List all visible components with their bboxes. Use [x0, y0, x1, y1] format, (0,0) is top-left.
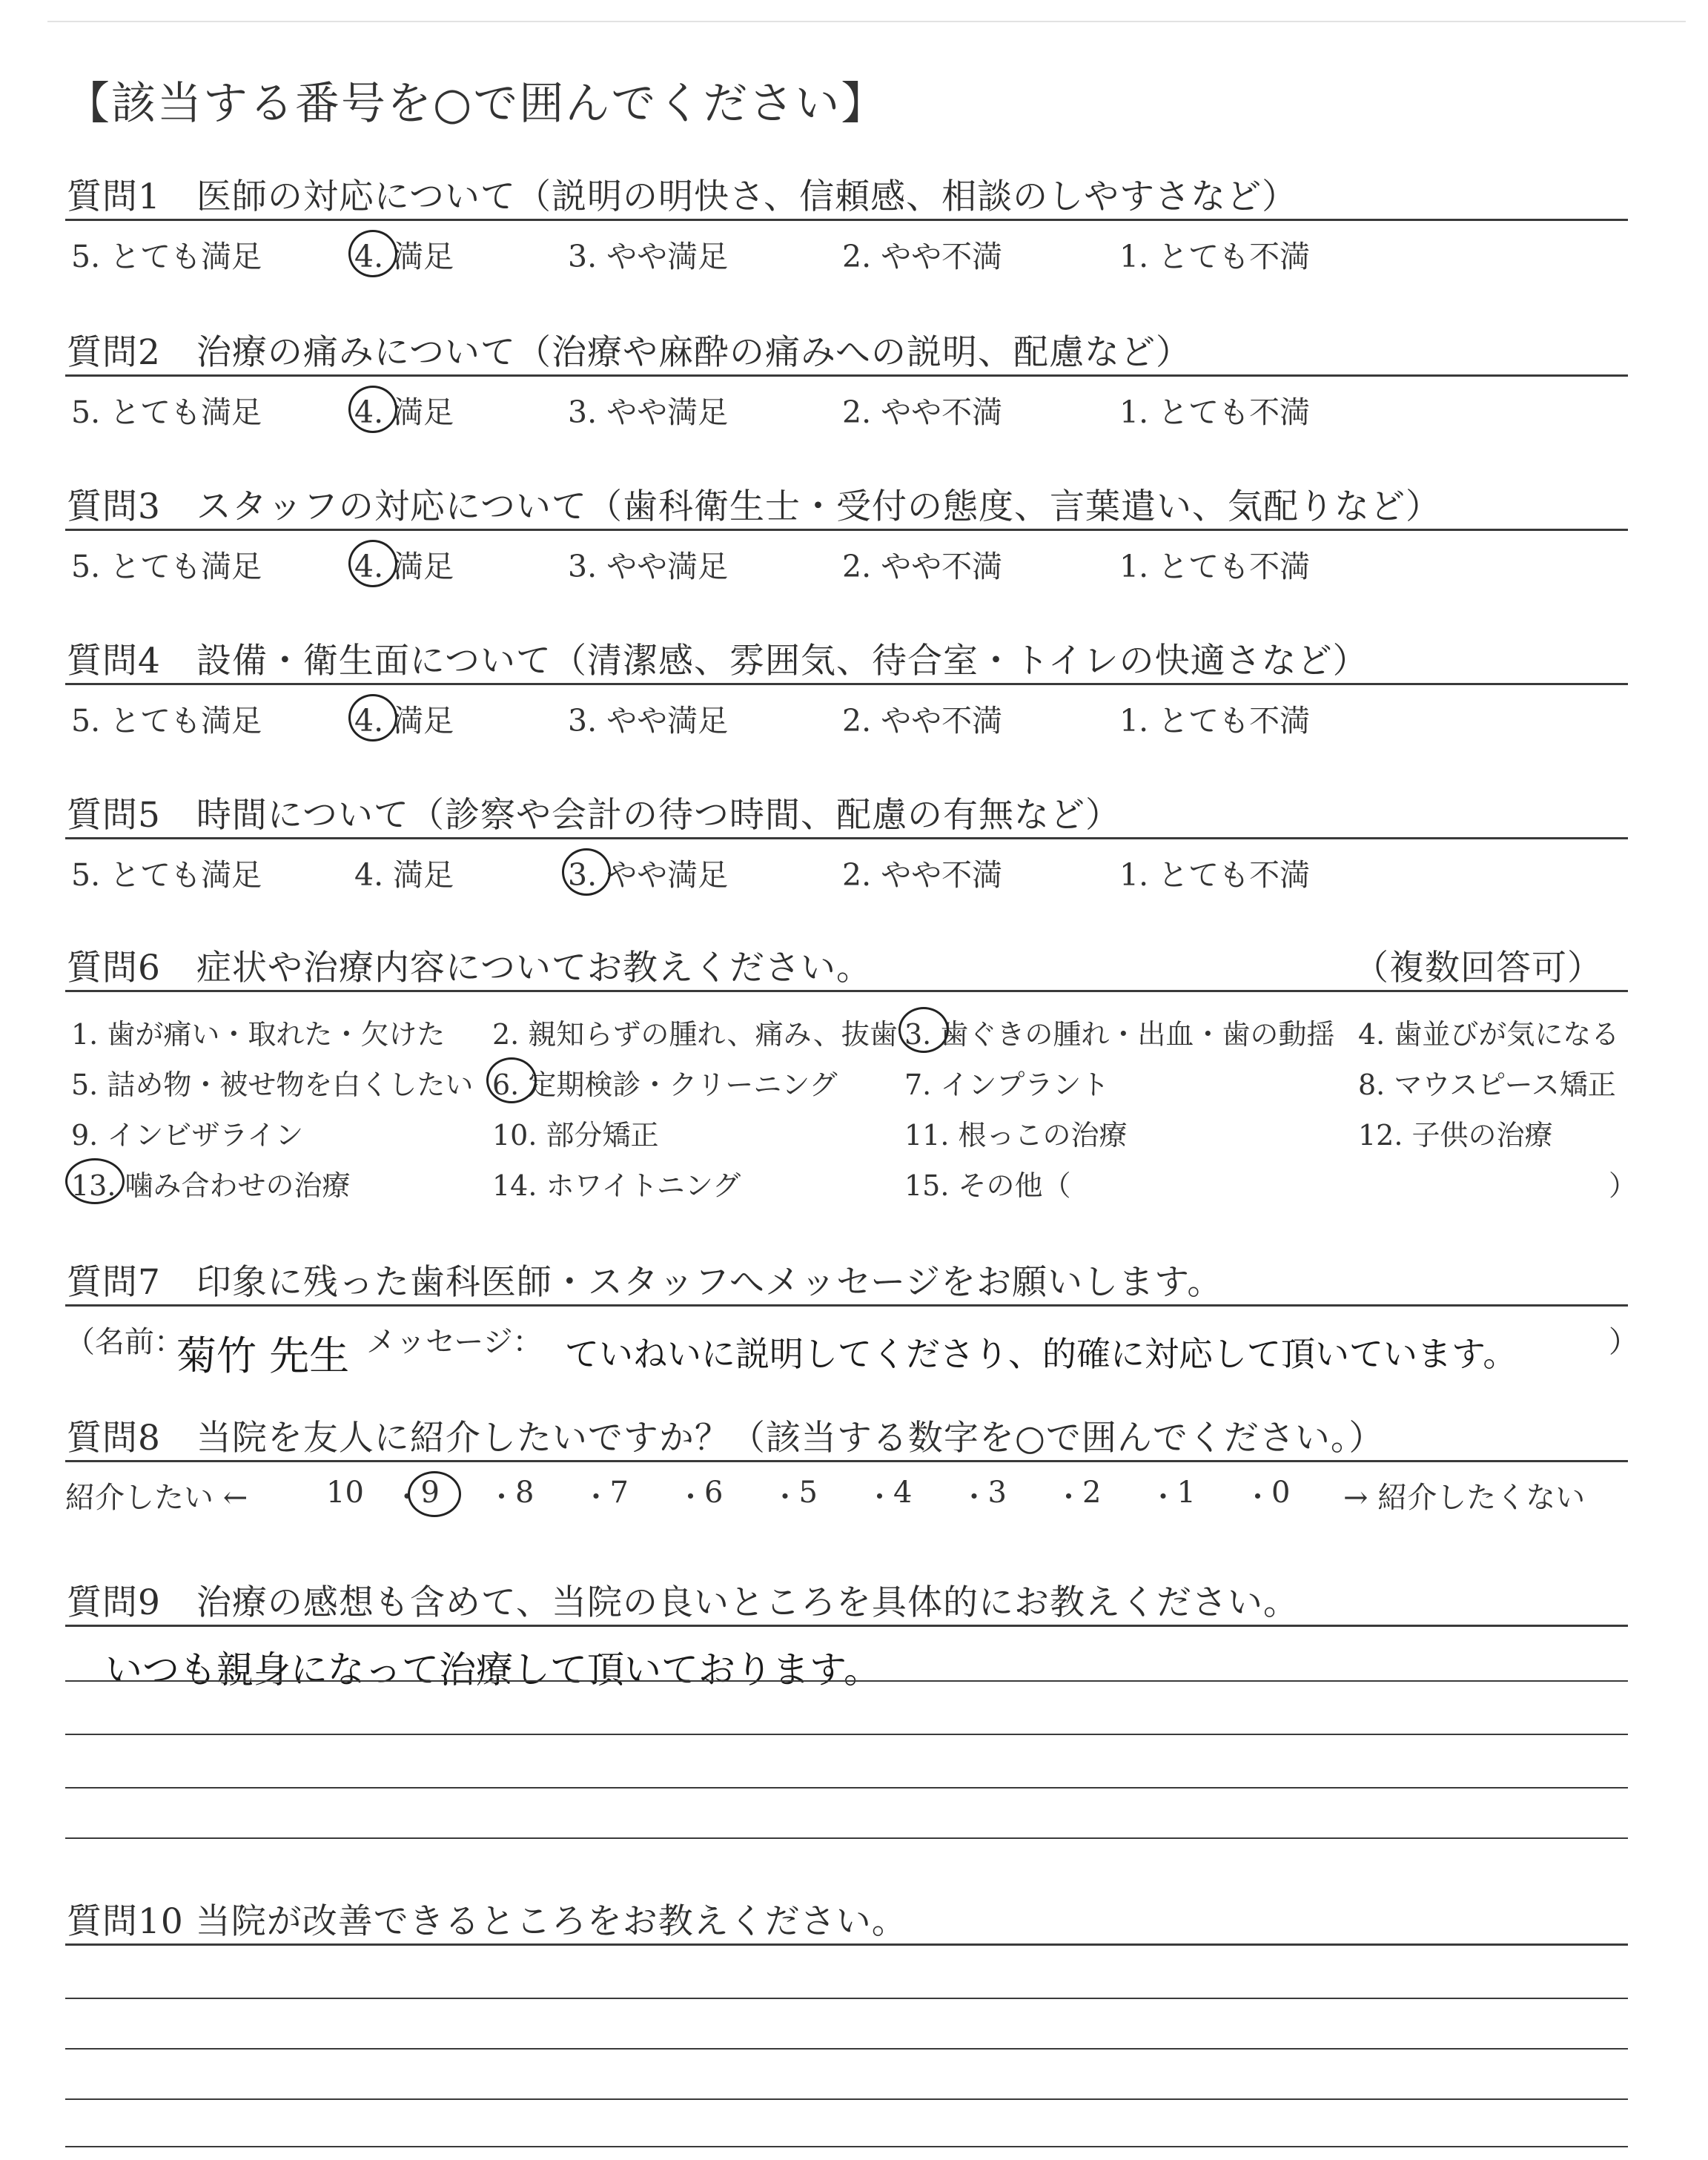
- q5-option-4[interactable]: 4. 満足: [354, 857, 454, 893]
- q7-message-label: メッセージ：: [366, 1325, 543, 1359]
- q8-scale-3[interactable]: 3: [987, 1476, 1007, 1510]
- q9-writing-line-3: [65, 1787, 1628, 1789]
- question-1-rule: [65, 219, 1628, 221]
- q8-separator-dot: ・: [676, 1481, 705, 1513]
- q6-option-6[interactable]: 6. 定期検診・クリーニング: [492, 1069, 838, 1101]
- q6-option-15[interactable]: 15. その他（: [904, 1169, 1071, 1202]
- q8-separator-dot: ・: [771, 1481, 800, 1513]
- question-1-label: 質問1 医師の対応について（説明の明快さ、信頼感、相談のしやすさなど）: [67, 176, 1298, 217]
- q6-option-1[interactable]: 1. 歯が痛い・取れた・欠けた: [71, 1018, 446, 1051]
- question-7-label: 質問7 印象に残った歯科医師・スタッフへメッセージをお願いします。: [67, 1262, 1223, 1303]
- question-3-label: 質問3 スタッフの対応について（歯科衛生士・受付の態度、言葉遣い、気配りなど）: [67, 486, 1441, 527]
- q6-selected-circle-13: [65, 1158, 125, 1204]
- q4-option-4[interactable]: 4. 満足: [354, 703, 454, 739]
- q8-separator-dot: ・: [582, 1481, 611, 1513]
- q6-option-12[interactable]: 12. 子供の治療: [1358, 1119, 1553, 1152]
- question-3-rule: [65, 529, 1628, 531]
- q6-option-13[interactable]: 13. 噛み合わせの治療: [71, 1169, 351, 1202]
- q4-option-5[interactable]: 5. とても満足: [71, 703, 262, 739]
- q5-option-3[interactable]: 3. やや満足: [568, 857, 729, 893]
- q8-right-label: → 紹介したくない: [1343, 1481, 1586, 1515]
- q2-option-4[interactable]: 4. 満足: [354, 394, 454, 430]
- q8-scale-2[interactable]: 2: [1082, 1476, 1102, 1510]
- q8-separator-dot: ・: [1243, 1481, 1272, 1513]
- q8-separator-dot: ・: [960, 1481, 989, 1513]
- q6-option-10[interactable]: 10. 部分矯正: [492, 1119, 659, 1152]
- q3-option-5[interactable]: 5. とても満足: [71, 549, 262, 584]
- question-2-rule: [65, 374, 1628, 377]
- q4-option-1[interactable]: 1. とても不満: [1119, 703, 1311, 739]
- q7-message-answer[interactable]: ていねいに説明してくださり、的確に対応して頂いています。: [565, 1334, 1517, 1374]
- question-5-label: 質問5 時間について（診察や会計の待つ時間、配慮の有無など）: [67, 795, 1121, 836]
- q6-other-close-paren: ）: [1609, 1169, 1638, 1202]
- question-9-rule: [65, 1625, 1628, 1627]
- q3-option-2[interactable]: 2. やや不満: [842, 549, 1003, 584]
- q5-option-5[interactable]: 5. とても満足: [71, 857, 262, 893]
- q9-writing-line-2: [65, 1734, 1628, 1735]
- q8-scale-9[interactable]: 9: [420, 1476, 440, 1510]
- q7-close-paren: ）: [1609, 1325, 1638, 1359]
- page-top-edge: [47, 21, 1686, 22]
- q1-option-5[interactable]: 5. とても満足: [71, 239, 262, 274]
- q4-option-3[interactable]: 3. やや満足: [568, 703, 729, 739]
- q7-name-label: （名前：: [65, 1325, 184, 1359]
- q3-option-4[interactable]: 4. 満足: [354, 549, 454, 584]
- q6-option-4[interactable]: 4. 歯並びが気になる: [1358, 1018, 1620, 1051]
- q8-scale-1[interactable]: 1: [1176, 1476, 1196, 1510]
- q1-option-1[interactable]: 1. とても不満: [1119, 239, 1311, 274]
- q2-selected-circle: [348, 386, 397, 433]
- q2-option-2[interactable]: 2. やや不満: [842, 394, 1003, 430]
- q6-option-7[interactable]: 7. インプラント: [904, 1069, 1110, 1101]
- q8-scale-0[interactable]: 0: [1271, 1476, 1291, 1510]
- q1-option-2[interactable]: 2. やや不満: [842, 239, 1003, 274]
- question-10-rule: [65, 1943, 1628, 1946]
- q8-scale-6[interactable]: 6: [704, 1476, 724, 1510]
- q6-selected-circle-3: [898, 1007, 949, 1053]
- q6-option-9[interactable]: 9. インビザライン: [71, 1119, 304, 1152]
- q10-writing-line-3: [65, 2098, 1628, 2100]
- question-9-label: 質問9 治療の感想も含めて、当院の良いところを具体的にお教えください。: [67, 1582, 1299, 1623]
- q8-scale-10[interactable]: 10: [326, 1476, 364, 1510]
- q7-name-answer[interactable]: 菊竹 先生: [176, 1332, 350, 1379]
- q10-writing-line-1: [65, 1998, 1628, 1999]
- q6-option-11[interactable]: 11. 根っこの治療: [904, 1119, 1128, 1152]
- question-4-rule: [65, 683, 1628, 685]
- q8-separator-dot: ・: [393, 1481, 422, 1513]
- q2-option-1[interactable]: 1. とても不満: [1119, 394, 1311, 430]
- q2-option-3[interactable]: 3. やや満足: [568, 394, 729, 430]
- q10-writing-line-2: [65, 2048, 1628, 2050]
- q6-option-5[interactable]: 5. 詰め物・被せ物を白くしたい: [71, 1069, 474, 1101]
- question-7-rule: [65, 1304, 1628, 1307]
- question-8-label: 質問8 当院を友人に紹介したいですか？（該当する数字を○で囲んでください。）: [67, 1418, 1385, 1459]
- question-6-note: （複数回答可）: [1354, 948, 1603, 988]
- q5-option-2[interactable]: 2. やや不満: [842, 857, 1003, 893]
- q5-selected-circle: [562, 848, 611, 896]
- question-5-rule: [65, 837, 1628, 839]
- q8-scale-4[interactable]: 4: [893, 1476, 913, 1510]
- q5-option-1[interactable]: 1. とても不満: [1119, 857, 1311, 893]
- q8-selected-circle: [408, 1471, 461, 1517]
- question-2-label: 質問2 治療の痛みについて（治療や麻酔の痛みへの説明、配慮など）: [67, 332, 1192, 373]
- q9-writing-line-4: [65, 1837, 1628, 1839]
- question-4-label: 質問4 設備・衛生面について（清潔感、雰囲気、待合室・トイレの快適さなど）: [67, 641, 1368, 681]
- q4-option-2[interactable]: 2. やや不満: [842, 703, 1003, 739]
- q8-scale-8[interactable]: 8: [515, 1476, 534, 1510]
- q8-separator-dot: ・: [1149, 1481, 1178, 1513]
- q8-scale-7[interactable]: 7: [609, 1476, 629, 1510]
- q8-scale-5[interactable]: 5: [798, 1476, 818, 1510]
- q4-selected-circle: [348, 694, 397, 742]
- question-6-label: 質問6 症状や治療内容についてお教えください。: [67, 948, 872, 988]
- question-6-rule: [65, 990, 1628, 992]
- q6-selected-circle-6: [486, 1057, 537, 1103]
- instruction-heading: 【該当する番号を○で囲んでください】: [65, 78, 887, 130]
- q3-option-1[interactable]: 1. とても不満: [1119, 549, 1311, 584]
- q8-separator-dot: ・: [865, 1481, 894, 1513]
- q6-option-14[interactable]: 14. ホワイトニング: [492, 1169, 741, 1202]
- q9-answer-text[interactable]: いつも親身になって治療して頂いております。: [105, 1648, 881, 1691]
- q1-selected-circle: [348, 230, 397, 277]
- q1-option-4[interactable]: 4. 満足: [354, 239, 454, 274]
- question-8-rule: [65, 1460, 1628, 1462]
- q6-option-2[interactable]: 2. 親知らずの腫れ、痛み、抜歯: [492, 1018, 898, 1051]
- q3-option-3[interactable]: 3. やや満足: [568, 549, 729, 584]
- q8-separator-dot: ・: [487, 1481, 516, 1513]
- q8-separator-dot: ・: [1054, 1481, 1083, 1513]
- q3-selected-circle: [348, 540, 397, 587]
- q9-writing-line-1: [65, 1680, 1628, 1682]
- question-10-label: 質問10 当院が改善できるところをお教えください。: [67, 1901, 907, 1942]
- q6-option-3[interactable]: 3. 歯ぐきの腫れ・出血・歯の動揺: [904, 1018, 1335, 1051]
- q6-option-8[interactable]: 8. マウスピース矯正: [1358, 1069, 1616, 1101]
- q8-left-label: 紹介したい ←: [65, 1481, 248, 1515]
- q1-option-3[interactable]: 3. やや満足: [568, 239, 729, 274]
- q2-option-5[interactable]: 5. とても満足: [71, 394, 262, 430]
- q10-writing-line-4: [65, 2146, 1628, 2147]
